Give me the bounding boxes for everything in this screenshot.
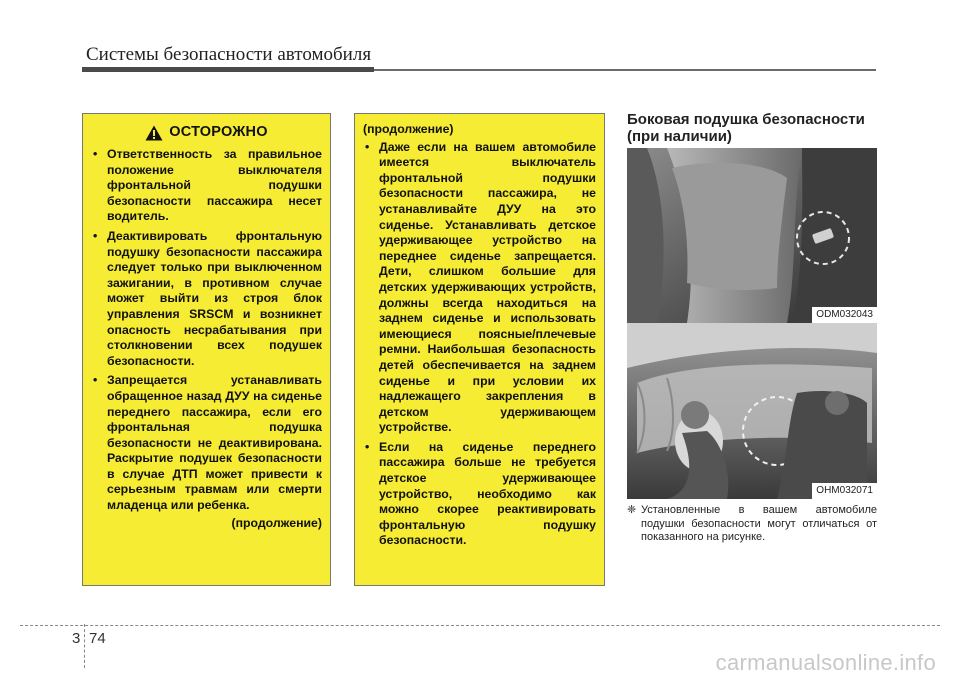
continued-heading: (продолжение) bbox=[363, 122, 454, 136]
warning-item: • Запрещается устанавливать обращенное назад ДУУ на сиденье переднего пассажира, если его фронтальная подушка безопасности не деактивирована. Раскрытие подушек безопасности в случае ДТП может привести к серьезным травмам или смерти младенца или ребенка. bbox=[91, 373, 322, 513]
page-number-divider bbox=[84, 624, 85, 668]
continued-list bbox=[363, 140, 596, 549]
header-rule-thin bbox=[374, 69, 876, 71]
continued-item: • Если на сиденье переднего пассажира больше не требуется детское удерживающее устройство, необходимо как можно скорее реактивировать фронтальную подушку безопасности. bbox=[363, 440, 596, 549]
footer-divider bbox=[20, 625, 940, 626]
watermark: carmanualsonline.info bbox=[715, 650, 936, 675]
airbag-deployment-illustration bbox=[627, 323, 877, 499]
warning-heading-text: ОСТОРОЖНО bbox=[169, 124, 268, 141]
chapter-number: 3 bbox=[72, 630, 81, 647]
image-code-label: OHM032071 bbox=[812, 483, 877, 499]
continued-box bbox=[354, 113, 605, 586]
image-note-text: Установленные в вашем автомобиле подушки безопасности могут отличаться от показанного на рисунке. bbox=[641, 504, 877, 543]
airbag-deployment-photo bbox=[627, 323, 877, 499]
warning-box bbox=[82, 113, 331, 586]
image-note bbox=[627, 504, 877, 545]
note-marker-icon: ❈ bbox=[627, 504, 637, 516]
seat-airbag-illustration bbox=[627, 148, 877, 323]
warning-list bbox=[91, 147, 322, 514]
side-airbag-title: Боковая подушка безопасности (при наличии) bbox=[627, 111, 865, 145]
header-rule-thick bbox=[82, 67, 374, 72]
warning-heading bbox=[91, 125, 322, 141]
warning-item: • Ответственность за правильное положение выключателя фронтальной подушки безопасности пассажира несет водитель. bbox=[91, 147, 322, 225]
page-header-title: Системы безопасности автомобиля bbox=[86, 44, 372, 65]
seat-airbag-photo bbox=[627, 148, 877, 323]
page-number: 74 bbox=[89, 630, 106, 647]
continued-label: (продолжение) bbox=[231, 515, 322, 530]
warning-triangle-icon bbox=[145, 125, 163, 141]
warning-item: • Деактивировать фронтальную подушку безопасности пассажира следует только при выключенном зажигании, в противном случае может выйти из строя блок управления SRSCM и возникнет опасность несрабатывания при столкновении всех подушек безопасности. bbox=[91, 229, 322, 369]
continued-item: • Даже если на вашем автомобиле имеется выключатель фронтальной подушки безопасности пассажира, не устанавливайте ДУУ на это сиденье. Устанавливать детское удерживающее устройство на переднее сиденье запрещается. Дети, слишком большие для детских удерживающих устройств, должны всегда находиться на заднем сиденье и использовать имеющиеся поясные/плечевые ремни. Наибольшая безопасность детей обеспечивается на заднем сиденье и при условии их надлежащего закрепления в детском удерживающем устройстве. bbox=[363, 140, 596, 436]
image-code-label: ODM032043 bbox=[812, 307, 877, 323]
